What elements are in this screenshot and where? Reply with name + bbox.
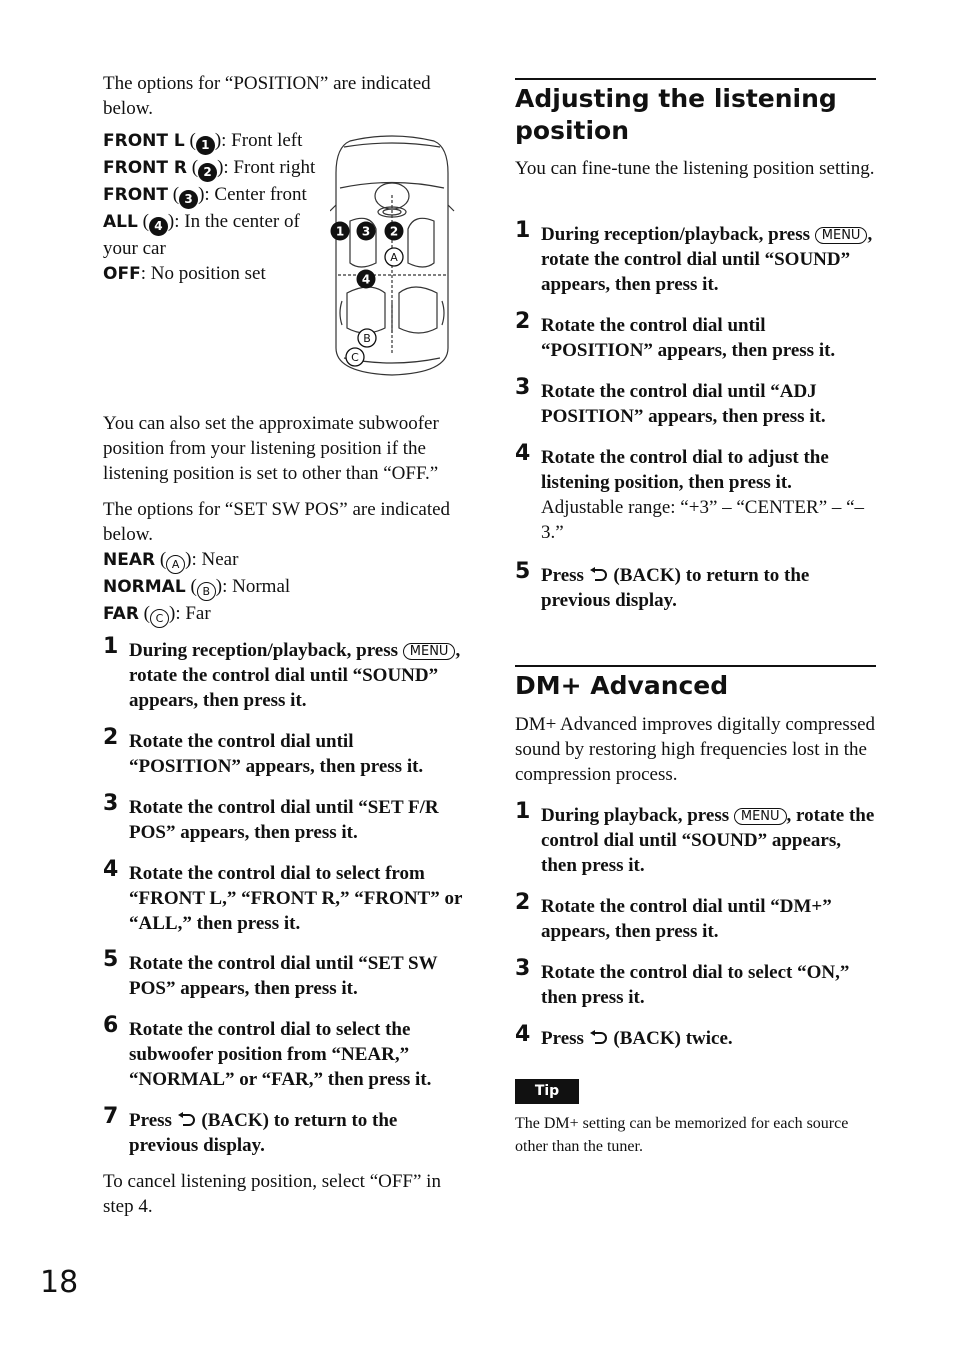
option-front-r: FRONT R ( 2 ): Front right <box>103 155 328 182</box>
diagram-marker-4: 4 <box>361 272 371 287</box>
section-title-dm-advanced: DM+ Advanced <box>515 671 729 700</box>
adjustable-range: Adjustable range: “+3” – “CENTER” – “–3.” <box>541 497 865 543</box>
car-diagram <box>330 133 465 378</box>
left-step-6: 6 Rotate the control dial to select the subwoofer position from “NEAR,” “NORMAL” or “FAR,” then press it. <box>103 1013 432 1090</box>
marker-a-icon: A <box>166 555 185 574</box>
marker-1-icon: 1 <box>196 136 215 155</box>
sw-intro: The options for “SET SW POS” are indicated below. <box>103 499 451 545</box>
option-all: ALL ( 4 ): In the center of your car <box>103 211 300 259</box>
menu-key-icon: MENU <box>815 227 868 244</box>
menu-key-icon: MENU <box>403 643 456 660</box>
position-options <box>103 128 328 287</box>
right1-step-5: 5 Press (BACK) to return to the previous display. <box>515 559 810 611</box>
diagram-marker-c-badge <box>343 345 367 369</box>
right2-step-1: 1 During playback, press MENU , rotate the control dial until “SOUND” appears, then press it. <box>515 799 875 876</box>
back-icon <box>177 1112 197 1128</box>
sw-option-near: NEAR ( A ): Near <box>103 547 465 574</box>
left-step-7: 7 Press (BACK) to return to the previous display. <box>103 1104 398 1156</box>
option-off: OFF: No position set <box>103 263 266 284</box>
left-step-2: 2 Rotate the control dial until “POSITION” appears, then press it. <box>103 725 424 777</box>
section-rule <box>515 665 876 667</box>
section2-intro: DM+ Advanced improves digitally compressed sound by restoring high frequencies lost in the compression process. <box>515 714 876 785</box>
back-icon <box>589 567 609 583</box>
right1-step-1: 1 During reception/playback, press MENU , rotate the control dial until “SOUND” appears, then press it. <box>515 218 873 295</box>
cancel-note: To cancel listening position, select “OFF” in step 4. <box>103 1171 441 1217</box>
marker-c-icon: C <box>150 609 169 628</box>
right1-step-3: 3 Rotate the control dial until “ADJ POSITION” appears, then press it. <box>515 375 826 427</box>
left-step-3: 3 Rotate the control dial until “SET F/R POS” appears, then press it. <box>103 791 439 843</box>
back-icon <box>589 1030 609 1046</box>
diagram-marker-c: C <box>351 351 359 364</box>
left-step-1: 1 During reception/playback, press MENU , rotate the control dial until “SOUND” appears, then press it. <box>103 634 461 711</box>
section1-intro: You can fine-tune the listening position setting. <box>515 158 875 179</box>
marker-2-icon: 2 <box>198 163 217 182</box>
sw-options <box>103 547 465 628</box>
left-step-4: 4 Rotate the control dial to select from “FRONT L,” “FRONT R,” “FRONT” or “ALL,” then press it. <box>103 857 463 934</box>
diagram-marker-a: A <box>390 251 398 264</box>
right1-step-2: 2 Rotate the control dial until “POSITION” appears, then press it. <box>515 309 836 361</box>
position-intro: The options for “POSITION” are indicated below. <box>103 73 431 119</box>
sw-option-far: FAR ( C ): Far <box>103 601 465 628</box>
left-step-5: 5 Rotate the control dial until “SET SW POS” appears, then press it. <box>103 947 438 999</box>
marker-3-icon: 3 <box>179 190 198 209</box>
right2-step-4: 4 Press (BACK) twice. <box>515 1022 733 1049</box>
right2-step-3: 3 Rotate the control dial to select “ON,” then press it. <box>515 956 850 1008</box>
right1-step-4: 4 Rotate the control dial to adjust the listening position, then press it. Adjustable range: “+3” – “CENTER” – “–3.” <box>515 445 877 545</box>
right2-step-2: 2 Rotate the control dial until “DM+” appears, then press it. <box>515 890 832 942</box>
section-title-listening-position: Adjusting the listening position <box>515 84 837 145</box>
tip-text: The DM+ setting can be memorized for each source other than the tuner. <box>515 1115 849 1155</box>
marker-b-icon: B <box>197 582 216 601</box>
diagram-marker-b: B <box>363 332 371 345</box>
subwoofer-paragraph: You can also set the approximate subwoofer position from your listening position if the listening position is set to other than “OFF.” <box>103 413 439 484</box>
option-front-l: FRONT L ( 1 ): Front left <box>103 128 328 155</box>
sw-option-normal: NORMAL ( B ): Normal <box>103 574 465 601</box>
diagram-marker-2: 2 <box>389 224 399 239</box>
page-number: 18 <box>40 1265 79 1300</box>
marker-4-icon: 4 <box>149 217 168 236</box>
diagram-marker-3: 3 <box>361 224 371 239</box>
tip-badge: Tip <box>515 1079 579 1104</box>
option-front: FRONT ( 3 ): Center front <box>103 182 328 209</box>
menu-key-icon: MENU <box>734 808 787 825</box>
section-rule <box>515 78 876 80</box>
diagram-marker-1: 1 <box>335 224 345 239</box>
